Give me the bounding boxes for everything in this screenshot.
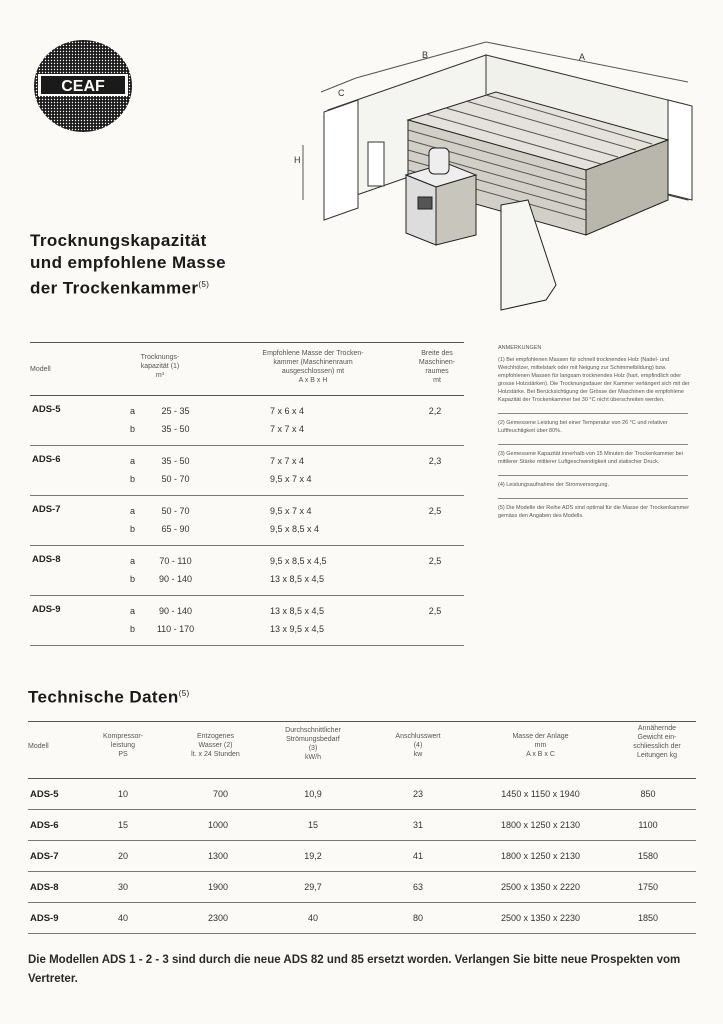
cell-model: ADS-5 <box>30 789 59 800</box>
dim-b-label: B <box>422 50 429 60</box>
capacity-subrow <box>30 524 464 538</box>
cell-power: 30 <box>118 882 129 892</box>
chamber-dimensions: 7 x 7 x 4 <box>270 424 305 434</box>
variant-letter: a <box>130 506 136 516</box>
note-5: (5) Die Modelle der Reihe ADS sind optimal für die Masse der Trockenkammer gemäss den Angaben des Modells. <box>498 505 690 519</box>
capacity-table <box>30 342 464 646</box>
cell-connected: 23 <box>412 789 423 799</box>
header-width: Breite des Maschinen- raumes mt <box>418 350 456 384</box>
cell-dimensions: 1800 x 1250 x 2130 <box>500 820 581 830</box>
capacity-range: 65 - 90 <box>161 524 190 534</box>
variant-letter: b <box>130 574 136 584</box>
dim-h-label: H <box>294 155 301 165</box>
header-dimensions: Empfohlene Masse der Trocken- kammer (Maschinenraum ausgeschlossen) mt A x B x H <box>262 350 364 384</box>
cell-power: 20 <box>118 851 129 861</box>
header-model: Modell <box>30 366 51 373</box>
capacity-range: 90 - 140 <box>158 574 193 584</box>
cell-dimensions: 1450 x 1150 x 1940 <box>501 789 580 799</box>
dim-a-label: A <box>579 52 586 62</box>
cell-flow: 15 <box>307 820 318 830</box>
capacity-range: 35 - 50 <box>161 424 190 434</box>
model-name: ADS-8 <box>32 554 61 565</box>
header-connected: Anschlusswert (4) kw <box>395 733 441 758</box>
notes-heading: ANMERKUNGEN <box>498 345 542 351</box>
cell-weight: 1850 <box>637 913 659 923</box>
machine-room-width: 2,5 <box>428 556 442 566</box>
technical-row <box>28 779 696 810</box>
cell-power: 10 <box>118 789 129 799</box>
svg-text:CEAF: CEAF <box>61 78 105 95</box>
model-name: ADS-6 <box>32 454 61 465</box>
capacity-range: 70 - 110 <box>159 556 192 566</box>
cell-power: 15 <box>118 820 129 830</box>
dim-c-label: C <box>338 88 345 98</box>
cell-water: 1900 <box>207 882 228 892</box>
note-4: (4) Leistungsaufnahme der Stromversorgung. <box>498 482 609 488</box>
header-model: Modell <box>28 743 49 750</box>
variant-letter: b <box>130 524 136 534</box>
cell-water: 1300 <box>207 851 228 861</box>
capacity-row <box>30 496 464 546</box>
capacity-row <box>30 396 464 446</box>
technical-data-title: Technische Daten$^{(5)}$ <box>28 687 190 707</box>
cell-dimensions: 2500 x 1350 x 2230 <box>500 913 581 923</box>
cell-dimensions: 1800 x 1250 x 2130 <box>500 851 581 861</box>
cell-model: ADS-9 <box>30 913 59 924</box>
cell-flow: 19,2 <box>304 851 322 861</box>
title-line-1: Trocknungskapazität <box>30 231 207 250</box>
technical-row <box>28 903 696 934</box>
capacity-subrow <box>30 506 464 520</box>
cell-power: 40 <box>118 913 129 923</box>
header-dimensions: Masse der Anlage mm A x B x C <box>512 733 569 758</box>
cell-water: 1000 <box>207 820 228 830</box>
chamber-dimensions: 13 x 9,5 x 4,5 <box>270 624 325 634</box>
variant-letter: b <box>130 424 136 434</box>
technical-data-table <box>28 721 696 934</box>
model-name: ADS-5 <box>32 404 61 415</box>
technical-row <box>28 872 696 903</box>
cell-connected: 80 <box>412 913 423 923</box>
cell-connected: 41 <box>412 851 423 861</box>
variant-letter: a <box>130 606 136 616</box>
cell-flow: 40 <box>307 913 318 923</box>
capacity-row <box>30 596 464 646</box>
variant-letter: a <box>130 406 136 416</box>
capacity-range: 50 - 70 <box>161 474 190 484</box>
chamber-dimensions: 9,5 x 7 x 4 <box>270 474 312 484</box>
model-name: ADS-7 <box>32 504 61 515</box>
chamber-dimensions: 7 x 7 x 4 <box>270 456 305 466</box>
machine-room-width: 2,5 <box>428 606 442 616</box>
chamber-dimensions: 9,5 x 7 x 4 <box>270 506 312 516</box>
cell-weight: 1750 <box>637 882 659 892</box>
capacity-range: 35 - 50 <box>161 456 190 466</box>
cell-water: 2300 <box>207 913 228 923</box>
footer-note: Die Modellen ADS 1 - 2 - 3 sind durch die neue ADS 82 und 85 ersetzt worden. Verlangen Sie bitte neue Prospekten vom Vertreter. <box>28 954 681 985</box>
chamber-dimensions: 7 x 6 x 4 <box>270 406 305 416</box>
capacity-range: 90 - 140 <box>158 606 193 616</box>
notes <box>498 344 698 529</box>
header-power: Kompressor- leistung PS <box>102 733 144 758</box>
capacity-range: 25 - 35 <box>161 406 190 416</box>
cell-model: ADS-7 <box>30 851 59 862</box>
ceaf-logo <box>32 38 134 134</box>
header-weight: Annähernde Gewicht ein- schliesslich der Leitungen kg <box>633 725 681 759</box>
cell-flow: 29,7 <box>304 882 322 892</box>
variant-letter: b <box>130 474 136 484</box>
machine-room-width: 2,5 <box>428 506 442 516</box>
title-footnote-mark: (5) <box>198 280 210 289</box>
cell-model: ADS-8 <box>30 882 59 893</box>
variant-letter: a <box>130 456 136 466</box>
capacity-subrow <box>30 474 464 488</box>
capacity-subrow <box>30 606 464 620</box>
capacity-subrow <box>30 424 464 438</box>
cell-water: 700 <box>212 789 228 799</box>
note-2: (2) Gemessene Leistung bei einer Temperatur von 26 °C und relativer Luftfeuchtigkeit über 80%. <box>498 420 668 434</box>
cell-connected: 63 <box>412 882 423 892</box>
title-line-2: und empfohlene Masse <box>30 253 226 272</box>
note-3: (3) Gemessene Kapazität innerhalb von 15 Minuten der Trockenkammer bei mittlerer Stärke mittlerer Luftgeschwindigkeit und statischer Druck. <box>498 451 683 465</box>
capacity-subrow <box>30 574 464 588</box>
cell-flow: 10,9 <box>304 789 322 799</box>
technical-row <box>28 810 696 841</box>
variant-letter: a <box>130 556 136 566</box>
chamber-dimensions: 9,5 x 8,5 x 4,5 <box>270 556 327 566</box>
chamber-dimensions: 13 x 8,5 x 4,5 <box>270 606 325 616</box>
cell-connected: 31 <box>412 820 423 830</box>
chamber-dimensions: 13 x 8,5 x 4,5 <box>270 574 325 584</box>
capacity-subrow <box>30 556 464 570</box>
technical-table-header <box>28 721 696 779</box>
machine-room-width: 2,3 <box>428 456 442 466</box>
technical-title-footnote-mark: (5) <box>178 689 190 698</box>
capacity-section-title <box>30 230 330 300</box>
technical-row <box>28 841 696 872</box>
note-1: (1) Bei empfohlenen Massen für schnell trocknendes Holz (Nadel- und Weichhölzer, mittelstark oder mit Neigung zur Schimmelbildung) bzw. empfohlenen Massen für langsam trocknendes Holz (hart, empfindlich oder grosse Holzstärken). Die Trocknungsdauer der Kammer verlängert sich mit der Holzstärke. Bei Berücksichtigung der Grösse der Maschinen die empfohlene Kapazität der Trockenkammer bei 30 °C nicht überschreiten werden. <box>498 357 690 403</box>
variant-letter: b <box>130 624 136 634</box>
capacity-table-header <box>30 342 464 396</box>
model-name: ADS-9 <box>32 604 61 615</box>
capacity-range: 50 - 70 <box>161 506 190 516</box>
capacity-subrow <box>30 406 464 420</box>
cell-weight: 850 <box>640 789 656 799</box>
title-line-3: der Trockenkammer$^{(5)}$ <box>30 278 210 298</box>
capacity-subrow <box>30 456 464 470</box>
machine-room-width: 2,2 <box>428 406 442 416</box>
header-capacity: Trocknungs- kapazität (1) m³ <box>140 354 180 379</box>
cell-model: ADS-6 <box>30 820 59 831</box>
capacity-row <box>30 546 464 596</box>
drying-chamber-illustration <box>296 30 696 320</box>
header-flow: Durchschnittlicher Strömungsbedarf (3) kW/h <box>285 727 341 761</box>
capacity-row <box>30 446 464 496</box>
cell-weight: 1580 <box>637 851 659 861</box>
header-water: Entzogenes Wasser (2) lt. x 24 Stunden <box>191 733 240 758</box>
chamber-dimensions: 9,5 x 8,5 x 4 <box>270 524 320 534</box>
capacity-subrow <box>30 624 464 638</box>
capacity-range: 110 - 170 <box>156 624 195 634</box>
cell-weight: 1100 <box>638 820 658 830</box>
cell-dimensions: 2500 x 1350 x 2220 <box>500 882 581 892</box>
